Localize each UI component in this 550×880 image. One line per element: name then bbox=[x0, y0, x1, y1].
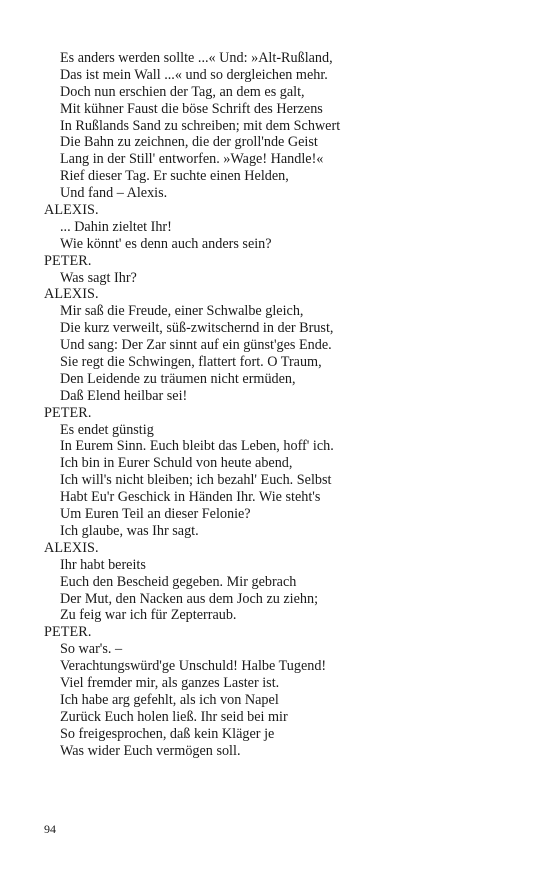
verse-line: In Eurem Sinn. Euch bleibt das Leben, hoff' ich. bbox=[60, 438, 334, 455]
verse-line: In Rußlands Sand zu schreiben; mit dem Schwert bbox=[60, 117, 341, 134]
verse-line: Der Mut, den Nacken aus dem Joch zu ziehn; bbox=[60, 590, 319, 607]
verse-line: Was sagt Ihr? bbox=[60, 269, 137, 286]
verse-line: Euch den Bescheid gegeben. Mir gebrach bbox=[60, 573, 297, 590]
verse-line: Wie könnt' es denn auch anders sein? bbox=[60, 235, 272, 252]
verse-line: Zu feig war ich für Zepterraub. bbox=[60, 607, 237, 624]
verse-line: Daß Elend heilbar sei! bbox=[60, 387, 188, 404]
verse-line: Habt Eu'r Geschick in Händen Ihr. Wie steht's bbox=[60, 489, 321, 506]
speaker-name: PETER. bbox=[44, 252, 92, 269]
verse-line: Sie regt die Schwingen, flattert fort. O Traum, bbox=[60, 354, 322, 371]
verse-line: Ich habe arg gefehlt, als ich von Napel bbox=[60, 691, 279, 708]
verse-line: Ihr habt bereits bbox=[60, 556, 146, 573]
verse-line: Ich glaube, was Ihr sagt. bbox=[60, 522, 199, 539]
verse-line: Es anders werden sollte ...« Und: »Alt-Rußland, bbox=[60, 50, 333, 66]
verse-line: ... Dahin zieltet Ihr! bbox=[60, 218, 172, 235]
verse-line: Den Leidende zu träumen nicht ermüden, bbox=[60, 370, 296, 387]
verse-line: Doch nun erschien der Tag, an dem es galt, bbox=[60, 83, 305, 100]
verse-line: Ich bin in Eurer Schuld von heute abend, bbox=[60, 455, 293, 472]
verse-line: Und sang: Der Zar sinnt auf ein günst'ges Ende. bbox=[60, 337, 332, 354]
speaker-name: ALEXIS. bbox=[44, 286, 99, 303]
verse-line: Es endet günstig bbox=[60, 421, 154, 438]
verse-line: Was wider Euch vermögen soll. bbox=[60, 742, 241, 759]
verse-line: Lang in der Still' entworfen. »Wage! Handle!« bbox=[60, 151, 324, 168]
verse-line: Rief dieser Tag. Er suchte einen Helden, bbox=[60, 168, 289, 185]
speaker-name: ALEXIS. bbox=[44, 539, 99, 556]
page-text bbox=[44, 50, 524, 759]
speaker-name: PETER. bbox=[44, 404, 92, 421]
verse-line: Die kurz verweilt, süß-zwitschernd in der Brust, bbox=[60, 320, 334, 337]
verse-line: Mir saß die Freude, einer Schwalbe gleich, bbox=[60, 303, 304, 320]
verse-line: Um Euren Teil an dieser Felonie? bbox=[60, 506, 251, 523]
verse-line: Ich will's nicht bleiben; ich bezahl' Euch. Selbst bbox=[60, 472, 332, 489]
speaker-name: ALEXIS. bbox=[44, 202, 99, 219]
speaker-name: PETER. bbox=[44, 624, 92, 641]
verse-line: Mit kühner Faust die böse Schrift des Herzens bbox=[60, 100, 323, 117]
verse-line: Verachtungswürd'ge Unschuld! Halbe Tugend! bbox=[60, 658, 327, 675]
verse-line: So freigesprochen, daß kein Kläger je bbox=[60, 725, 275, 742]
verse-line: Und fand – Alexis. bbox=[60, 185, 168, 202]
verse-line: Zurück Euch holen ließ. Ihr seid bei mir bbox=[60, 708, 288, 725]
verse-line: Das ist mein Wall ...« und so dergleichen mehr. bbox=[60, 66, 328, 83]
verse-line: Die Bahn zu zeichnen, die der groll'nde Geist bbox=[60, 134, 318, 151]
verse-line: So war's. – bbox=[60, 641, 123, 658]
page-number: 94 bbox=[44, 822, 56, 836]
verse-line: Viel fremder mir, als ganzes Laster ist. bbox=[60, 674, 280, 691]
